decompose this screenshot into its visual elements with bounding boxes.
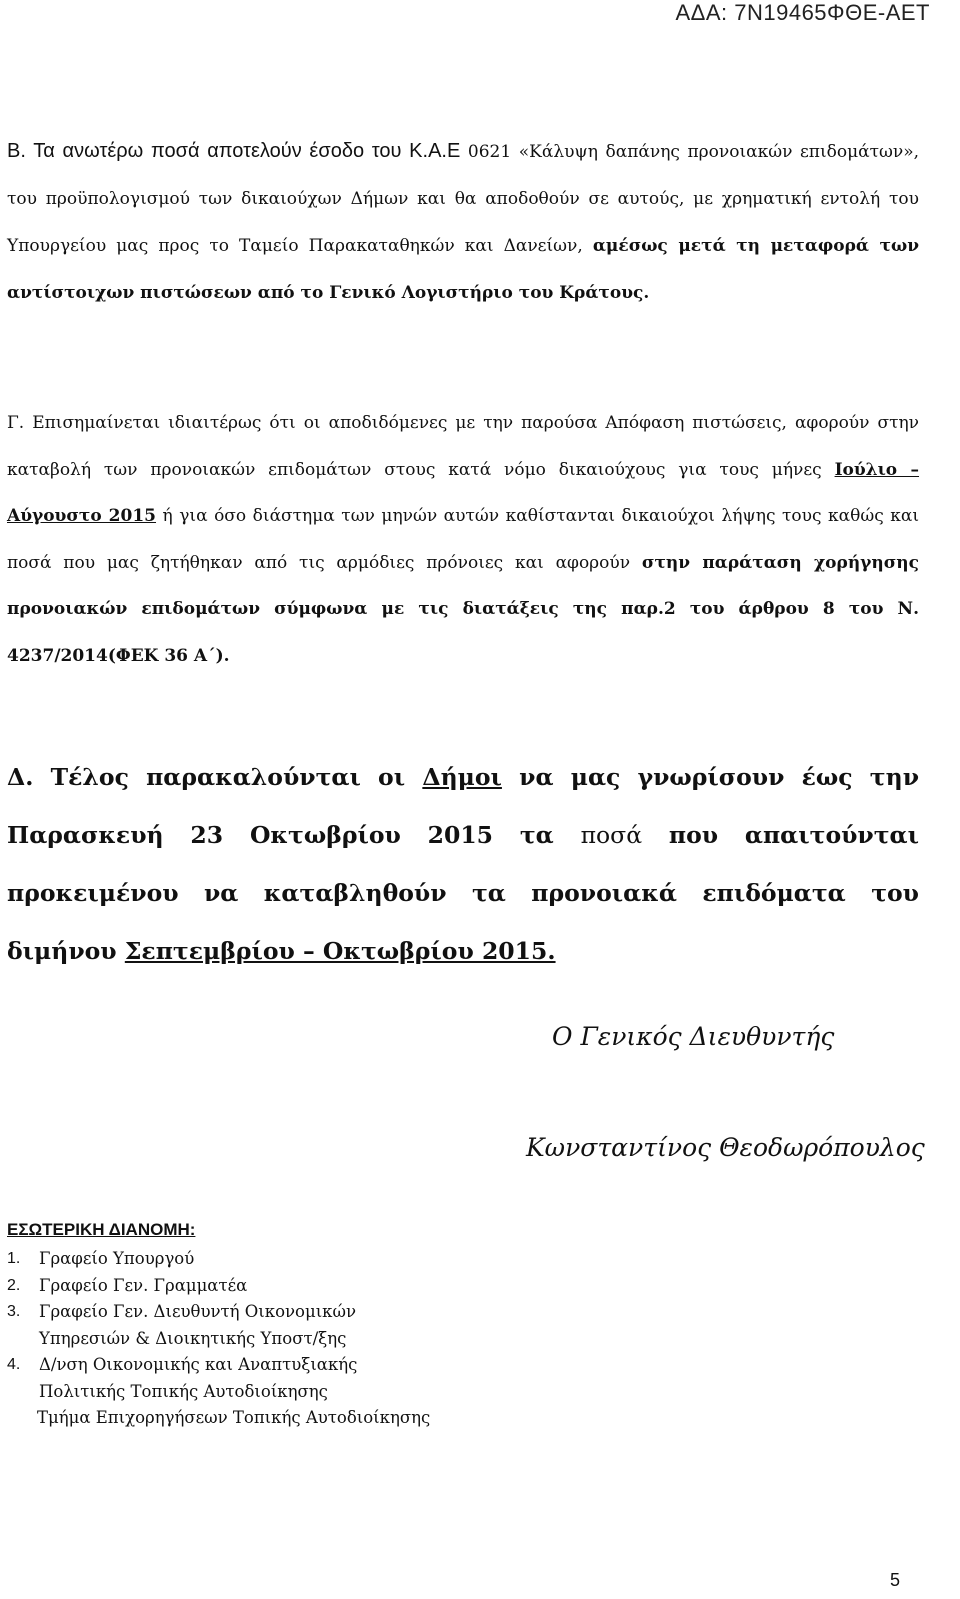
distribution-item [7,1405,527,1432]
distribution-item-text: Γραφείο Υπουργού [39,1249,195,1268]
paragraph-d-text1: Τέλος παρακαλούνται οι [50,763,406,791]
distribution-item [7,1273,527,1300]
signature-name: Κωνσταντίνος Θεοδωρόπουλος [526,1133,925,1162]
paragraph-d-text3: που απαιτούνται προκειμένου να καταβληθούν τα προνοιακά επιδόματα του διμήνου [7,821,920,965]
distribution-item-text: Γραφείο Γεν. Διευθυντή Οικονομικών [39,1302,356,1321]
paragraph-g-text2: ή για όσο διάστημα των μηνών αυτών καθίστανται δικαιούχοι λήψης τους καθώς και ποσά που μας ζητήθηκαν από τις αρμόδιες πρόνοιες και αφορούν [7,506,920,573]
distribution-item-text: Υπηρεσιών & Διοικητικής Υποστ/ξης [39,1328,347,1348]
paragraph-b-text: 0621 «Κάλυψη δαπάνης προνοιακών επιδομάτων», του προϋπολογισμού των δικαιούχων Δήμων και θα αποδοθούν σε αυτούς, με χρηματική εντολή του Υπουργείου μας προς το Ταμείο Παρακαταθηκών και Δανείων, [7,142,920,256]
distribution-item-text: Γραφείο Γεν. Γραμματέα [39,1275,248,1295]
distribution-item-number: 1. [7,1250,21,1267]
paragraph-g-months: Ιούλιο – Αύγουστο 2015 [7,459,920,526]
distribution-item-text: Πολιτικής Τοπικής Αυτοδιοίκησης [39,1381,328,1401]
paragraph-d-period: Σεπτεμβρίου – Οκτωβρίου 2015. [124,937,556,965]
page-number: 5 [889,1570,900,1590]
distribution-item-number [7,1326,39,1353]
paragraph-d-label: Δ. [7,763,34,791]
paragraph-d-text2: να μας γνωρίσουν έως την Παρασκευή 23 Οκτωβρίου 2015 τα [7,763,920,849]
distribution-item [7,1326,527,1353]
paragraph-d-municipalities: Δήμοι [422,763,502,791]
distribution-item [7,1299,527,1326]
distribution-item [7,1246,527,1273]
distribution-item [7,1352,527,1379]
paragraph-g-bold: στην παράταση χορήγησης προνοιακών επιδομάτων σύμφωνα με τις διατάξεις της παρ.2 του άρθρου 8 του Ν. 4237/2014(ΦΕΚ 36 Α΄). [7,552,920,666]
distribution-item-text: Δ/νση Οικονομικής και Αναπτυξιακής [39,1355,358,1374]
paragraph-g [7,400,919,679]
paragraph-b [7,128,919,317]
paragraph-b-label: Β. Τα ανωτέρω ποσά αποτελούν έσοδο του Κ.Α.Ε [7,140,461,162]
distribution-list [7,1246,527,1432]
distribution-item [7,1379,527,1406]
paragraph-d [7,748,919,980]
distribution-item-text: Τμήμα Επιχορηγήσεων Τοπικής Αυτοδιοίκησης [37,1408,431,1427]
distribution-item-number [7,1379,39,1406]
paragraph-d-amounts: ποσά [580,821,643,849]
distribution-item-number [7,1405,39,1432]
paragraph-g-text1: Γ. Επισημαίνεται ιδιαιτέρως ότι οι αποδιδόμενες με την παρούσα Απόφαση πιστώσεις, αφορούν στην καταβολή των προνοιακών επιδομάτων στους κατά νόμο δικαιούχους για τους μήνες [7,413,919,480]
ada-code: ΑΔΑ: 7Ν19465ΦΘΕ-ΑΕΤ [675,0,930,25]
paragraph-b-bold: αμέσως μετά τη μεταφορά των αντίστοιχων πιστώσεων από το Γενικό Λογιστήριο του Κράτους. [7,236,920,303]
distribution-item-number: 2. [7,1276,21,1294]
distribution-item-number: 3. [7,1303,21,1320]
signature-title: Ο Γενικός Διευθυντής [552,1022,835,1051]
distribution-item-number: 4. [7,1356,21,1373]
distribution-heading: ΕΣΩΤΕΡΙΚΗ ΔΙΑΝΟΜΗ: [7,1220,196,1239]
